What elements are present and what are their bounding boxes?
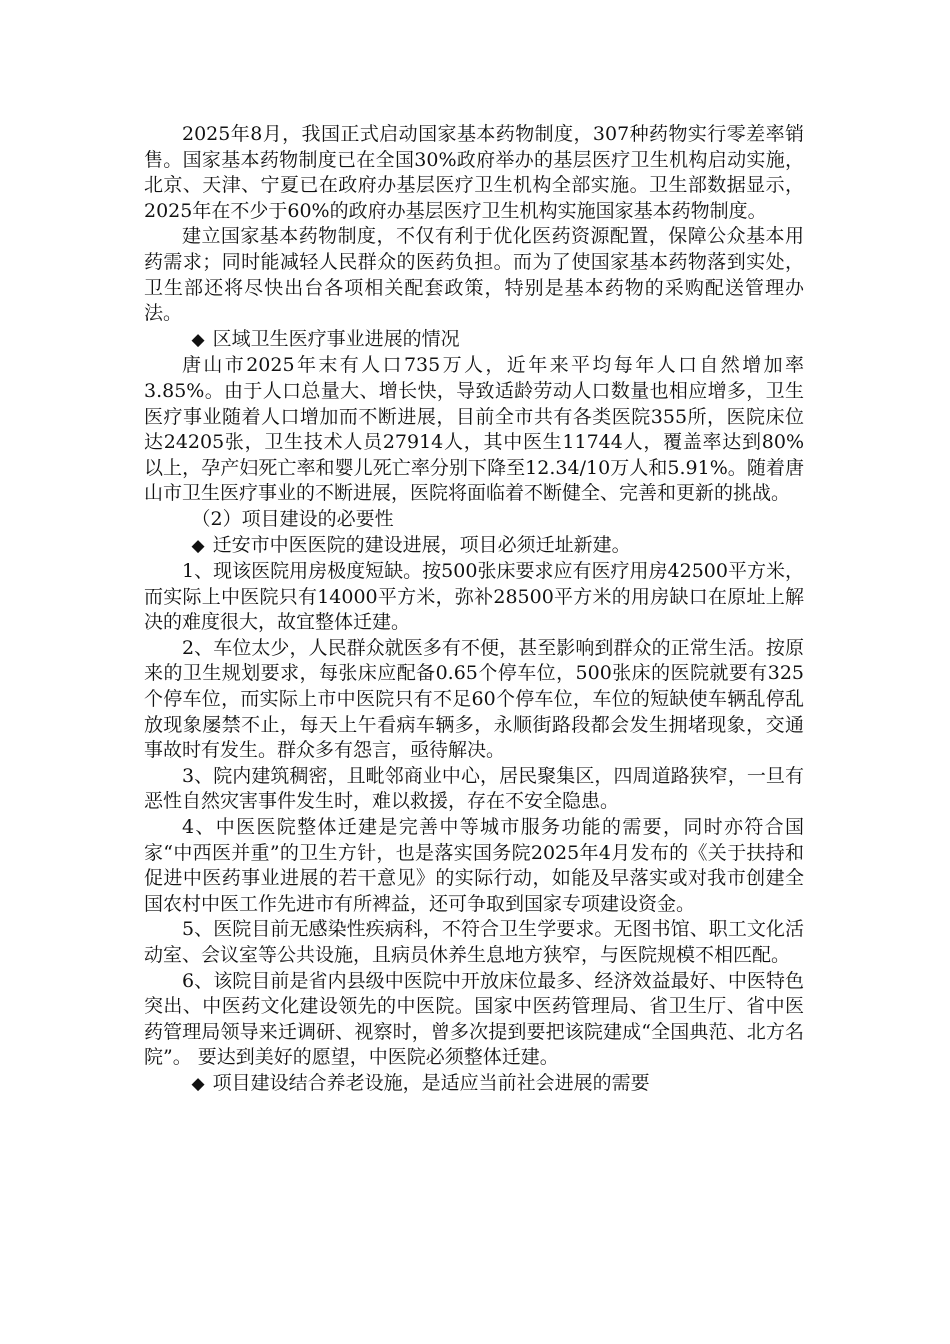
bullet-heading-text: 迁安市中医医院的建设进展，项目必须迁址新建。 [212,533,631,556]
bullet-heading-text: 项目建设结合养老设施，是适应当前社会进展的需要 [212,1071,650,1094]
bullet-heading-elderly-care [144,1071,804,1098]
diamond-bullet-icon: ◆ [191,329,205,350]
section-heading-necessity: （2）项目建设的必要性 [191,507,394,530]
bullet-heading-text: 区域卫生医疗事业进展的情况 [212,327,460,350]
paragraph-reason-5: 5、医院目前无感染性疾病科，不符合卫生学要求。无图书馆、职工文化活动室、会议室等公共设施，且病员休养生息地方狭窄，与医院规模不相匹配。 [144,918,804,966]
paragraph-reason-3: 3、院内建筑稠密，且毗邻商业中心，居民聚集区，四周道路狭窄，一旦有恶性自然灾害事件发生时，难以救援，存在不安全隐患。 [144,764,804,813]
bullet-heading-regional-health [144,327,804,354]
paragraph-tangshan-statistics: 唐山市2025年末有人口735万人，近年来平均每年人口自然增加率3.85%。由于人口总量大、增长快，导致适龄劳动人口数量也相应增多，卫生医疗事业随着人口增加而不断进展，目前全市共有各类医院355所，医院床位达24205张，卫生技术人员27914人，其中医生11744人，覆盖率达到80%以上，孕产妇死亡率和婴儿死亡率分别下降至12.34/10万人和5.91%。随着唐山市卫生医疗事业的不断进展，医院将面临着不断健全、完善和更新的挑战。 [144,354,804,505]
paragraph-reason-6: 6、该院目前是省内县级中医院中开放床位最多、经济效益最好、中医特色突出、中医药文化建设领先的中医院。国家中医药管理局、省卫生厅、省中医药管理局领导来迁调研、视察时，曾多次提到要把该院建成“全国典范、北方名院”。 要达到美好的愿望，中医院必须整体迁建。 [144,969,804,1069]
paragraph-reason-2: 2、车位太少，人民群众就医多有不便，甚至影响到群众的正常生活。按原来的卫生规划要求，每张床应配备0.65个停车位，500张床的医院就要有325个停车位，而实际上市中医院只有不足60个停车位，车位的短缺使车辆乱停乱放现象屡禁不止，每天上午看病车辆多，永顺街路段都会发生拥堵现象，交通事故时有发生。群众多有怨言，亟待解决。 [144,636,804,762]
paragraph-reason-1: 1、现该医院用房极度短缺。按500张床要求应有医疗用房42500平方米，而实际上中医院只有14000平方米，弥补28500平方米的用房缺口在原址上解决的难度很大，故宜整体迁建。 [144,560,804,634]
paragraph-drug-system-benefits: 建立国家基本药物制度，不仅有利于优化医药资源配置，保障公众基本用药需求；同时能减轻人民群众的医药负担。而为了使国家基本药物落到实处，卫生部还将尽快出台各项相关配套政策，特别是基本药物的采购配送管理办法。 [144,225,804,325]
diamond-bullet-icon: ◆ [191,535,205,556]
bullet-heading-relocation [144,533,804,560]
paragraph-basic-drug-system: 2025年8月，我国正式启动国家基本药物制度，307种药物实行零差率销售。国家基本药物制度已在全国30%政府举办的基层医疗卫生机构启动实施，北京、天津、宁夏已在政府办基层医疗卫生机构全部实施。卫生部数据显示，2025年在不少于60%的政府办基层医疗卫生机构实施国家基本药物制度。 [144,123,804,222]
document-body [144,122,804,1098]
diamond-bullet-icon: ◆ [191,1073,205,1094]
paragraph-reason-4: 4、中医医院整体迁建是完善中等城市服务功能的需要，同时亦符合国家“中西医并重”的卫生方针，也是落实国务院2025年4月发布的《关于扶持和促进中医药事业进展的若干意见》的实际行动，如能及早落实或对我市创建全国农村中医工作先进市有所裨益，还可争取到国家专项建设资金。 [144,816,804,915]
